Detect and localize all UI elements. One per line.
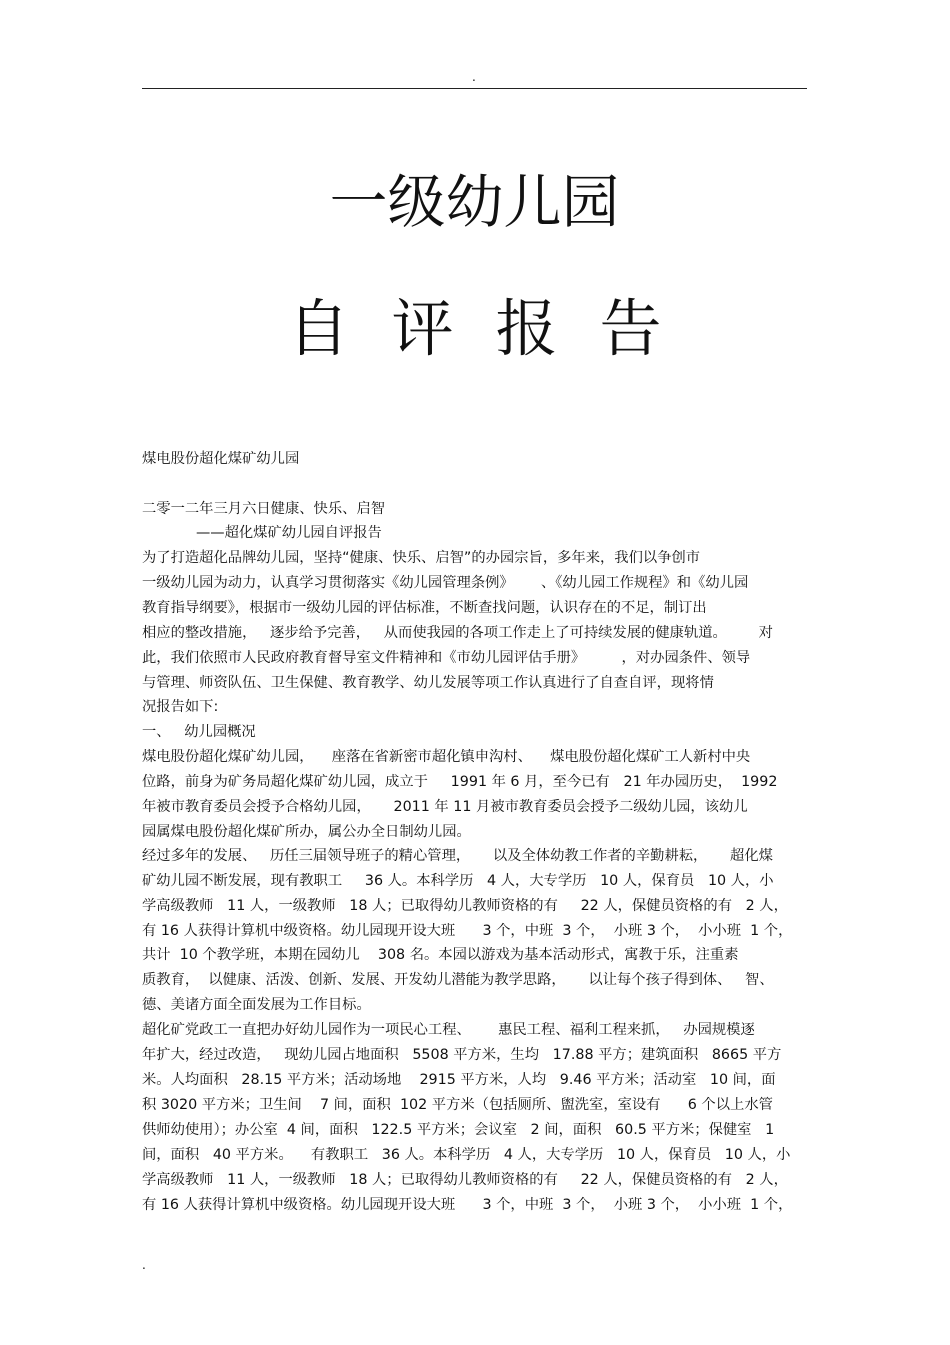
body-line: 位路，前身为矿务局超化煤矿幼儿园，成立于 1991 年 6 月，至今已有 21 年办园历史， 1992 xyxy=(142,774,778,790)
body-line: 煤电股份超化煤矿幼儿园， 座落在省新密市超化镇申沟村、 煤电股份超化煤矿工人新村中央 xyxy=(142,749,751,765)
body-line: 间，面积 40 平方米。 有教职工 36 人。本科学历 4 人，大专学历 10 人，保育员 10 人，小 xyxy=(142,1147,791,1163)
body-line: 学高级教师 11 人，一级教师 18 人；已取得幼儿教师资格的有 22 人，保健员资格的有 2 人， xyxy=(142,898,788,914)
body-line: 教育指导纲要》，根据市一级幼儿园的评估标准，不断查找问题，认识存在的不足，制订出 xyxy=(142,600,707,616)
body-line: 积 3020 平方米；卫生间 7 间，面积 102 平方米（包括厕所、盥洗室，室设有 6 个以上水管 xyxy=(142,1097,773,1113)
body-line: 为了打造超化品牌幼儿园，坚持“健康、快乐、启智”的办园宗旨，多年来，我们以争创市 xyxy=(142,550,701,566)
body-line: 况报告如下: xyxy=(142,699,219,715)
document-subtitle: 自评报告 xyxy=(287,292,704,365)
date-line: 二零一二年三月六日健康、快乐、启智 xyxy=(142,501,386,517)
body-line: 德、美诸方面全面发展为工作目标。 xyxy=(142,997,371,1013)
body-line: 年被市教育委员会授予合格幼儿园， 2011 年 11 月被市教育委员会授予二级幼儿园，该幼儿 xyxy=(142,799,748,815)
body-line: 园属煤电股份超化煤矿所办，属公办全日制幼儿园。 xyxy=(142,824,471,840)
body-line: 有 16 人获得计算机中级资格。幼儿园现开设大班 3 个，中班 3 个， 小班 3 个， 小小班 1 个， xyxy=(142,1197,793,1213)
body-line: 与管理、师资队伍、卫生保健、教育教学、幼儿发展等项工作认真进行了自查自评，现将情 xyxy=(142,675,714,691)
body-line: 相应的整改措施， 逐步给予完善， 从而使我园的各项工作走上了可持续发展的健康轨道。 对 xyxy=(142,625,773,641)
footer-mark: . xyxy=(142,1258,146,1272)
section-heading: 一、 幼儿园概况 xyxy=(142,724,256,740)
body-line: 供师幼使用）；办公室 4 间，面积 122.5 平方米；会议室 2 间，面积 60.5 平方米；保健室 1 xyxy=(142,1122,775,1138)
body-line: 有 16 人获得计算机中级资格。幼儿园现开设大班 3 个，中班 3 个， 小班 3 个， 小小班 1 个， xyxy=(142,923,793,939)
organization-line: 煤电股份超化煤矿幼儿园 xyxy=(142,451,300,467)
body-line: 经过多年的发展、 历任三届领导班子的精心管理， 以及全体幼教工作者的辛勤耕耘， 超化煤 xyxy=(142,848,773,864)
body-line: 此，我们依照市人民政府教育督导室文件精神和《市幼儿园评估手册》 ，对办园条件、领导 xyxy=(142,650,751,666)
header-mark: . xyxy=(472,70,476,84)
body-line: 共计 10 个教学班，本期在园幼儿 308 名。本园以游戏为基本活动形式，寓教于乐，注重素 xyxy=(142,947,739,963)
body-line: 质教育， 以健康、活泼、创新、发展、开发幼儿潜能为教学思路， 以让每个孩子得到体、 智、 xyxy=(142,972,774,988)
body-line: 矿幼儿园不断发展，现有教职工 36 人。本科学历 4 人，大专学历 10 人，保育员 10 人，小 xyxy=(142,873,774,889)
body-line: 学高级教师 11 人，一级教师 18 人；已取得幼儿教师资格的有 22 人，保健员资格的有 2 人， xyxy=(142,1172,788,1188)
header-rule xyxy=(142,88,807,89)
document-title: 一级幼儿园 xyxy=(329,168,620,236)
body-line: 米。人均面积 28.15 平方米；活动场地 2915 平方米，人均 9.46 平方米；活动室 10 间，面 xyxy=(142,1072,776,1088)
body-line: 超化矿党政工一直把办好幼儿园作为一项民心工程、 惠民工程、福利工程来抓， 办园规模逐 xyxy=(142,1022,755,1038)
body-line: 年扩大，经过改造， 现幼儿园占地面积 5508 平方米，生均 17.88 平方；建筑面积 8665 平方 xyxy=(142,1047,782,1063)
body-line: 一级幼儿园为动力，认真学习贯彻落实《幼儿园管理条例》 、《幼儿园工作规程》和《幼儿园 xyxy=(142,575,749,591)
subtitle-line: ——超化煤矿幼儿园自评报告 xyxy=(196,525,382,541)
